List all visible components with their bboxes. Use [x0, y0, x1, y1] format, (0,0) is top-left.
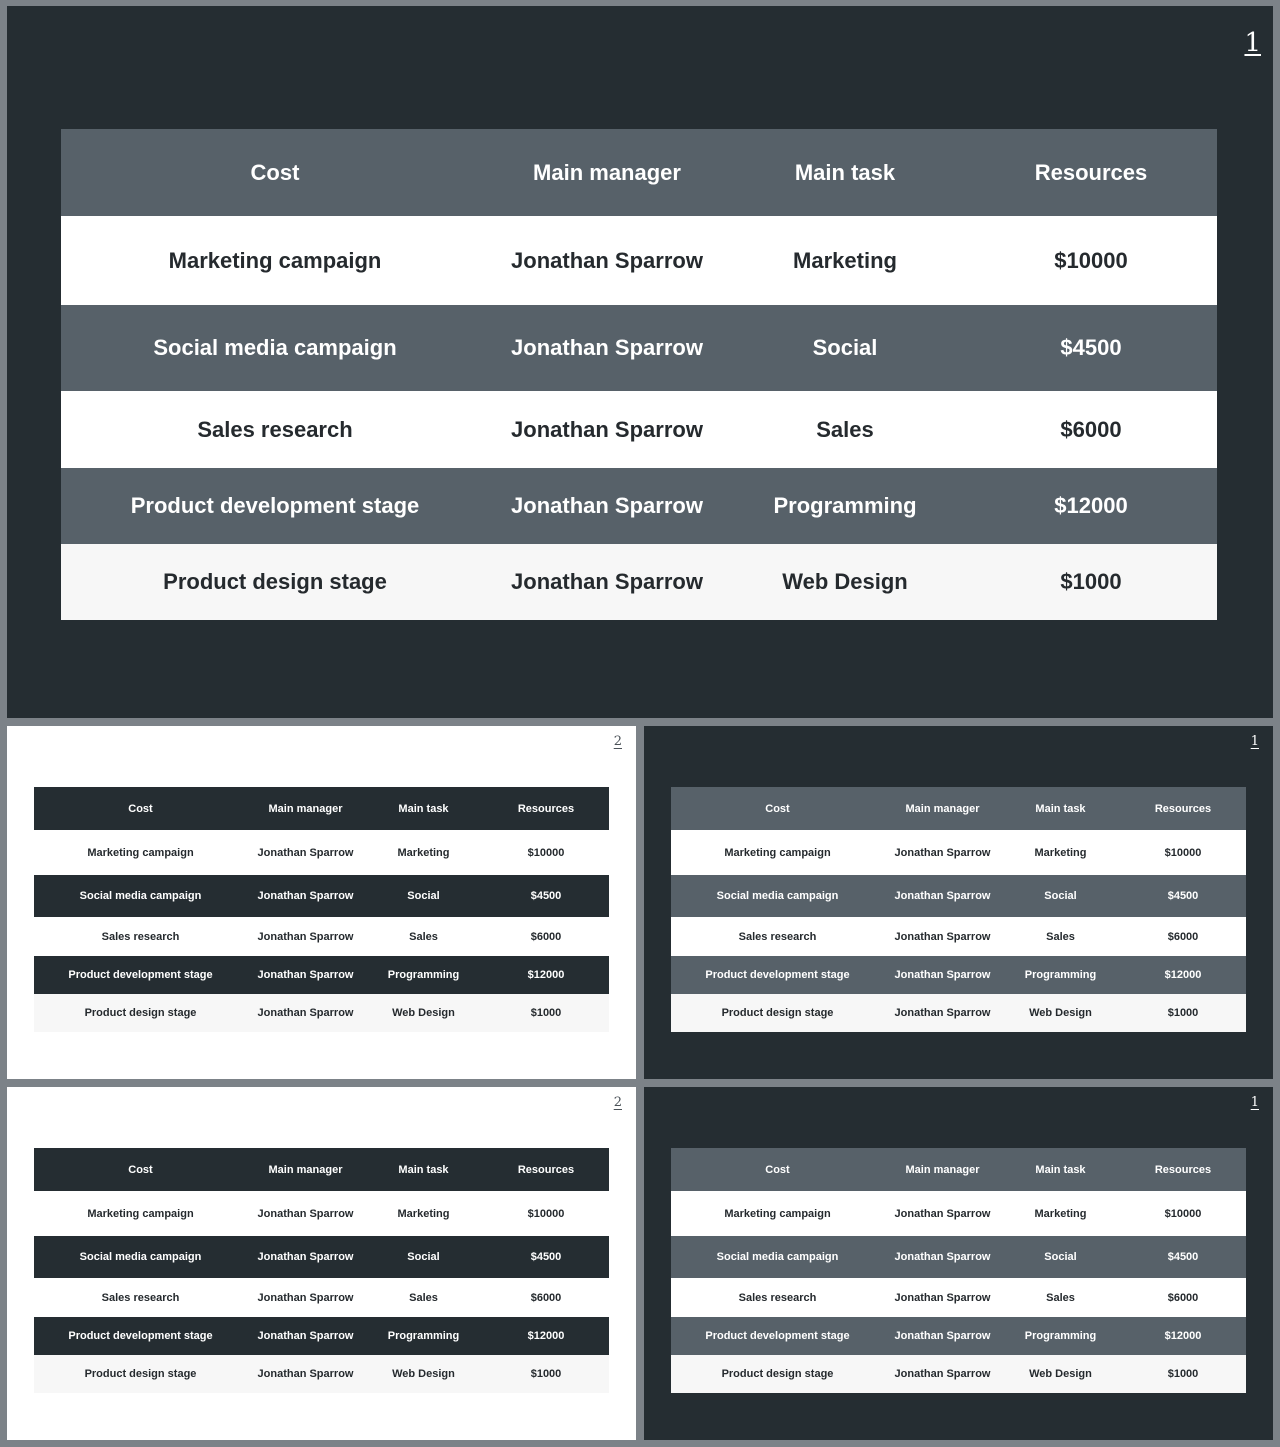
- table-header-row: [34, 787, 609, 830]
- column-header: Main task: [1035, 802, 1086, 815]
- table-row: [34, 1355, 609, 1393]
- cost-table: [671, 787, 1246, 1032]
- slide-page-number: 2: [613, 734, 622, 749]
- table-cell: Jonathan Sparrow: [257, 890, 354, 902]
- table-cell: Marketing: [397, 846, 450, 859]
- table-row: [34, 1317, 609, 1355]
- table-cell: Product design stage: [84, 1368, 197, 1380]
- table-row: [671, 1278, 1246, 1317]
- table-cell: Sales research: [738, 1291, 817, 1304]
- table-cell: Jonathan Sparrow: [511, 416, 703, 442]
- table-row: [34, 917, 609, 956]
- column-header: Main task: [794, 159, 896, 185]
- table-cell: Marketing: [1034, 1207, 1087, 1220]
- table-cell: $6000: [530, 930, 562, 943]
- table-cell: Marketing: [397, 1207, 450, 1220]
- table-cell: Web Design: [782, 569, 908, 594]
- table-cell: Web Design: [1029, 1368, 1092, 1380]
- table-cell: Social: [407, 1251, 440, 1263]
- table-row: [671, 1355, 1246, 1393]
- table-cell: $6000: [1167, 1291, 1199, 1304]
- table-cell: Sales: [409, 1291, 438, 1304]
- table-header-row: [671, 1148, 1246, 1191]
- table-cell: Marketing campaign: [168, 247, 382, 273]
- table-cell: Product development stage: [68, 1330, 213, 1342]
- table-cell: Web Design: [392, 1368, 455, 1380]
- table-cell: Marketing: [793, 247, 897, 273]
- column-header: Resources: [1154, 1163, 1212, 1176]
- table-cell: Jonathan Sparrow: [511, 569, 703, 594]
- column-header: Main task: [398, 1163, 449, 1176]
- table-cell: Social: [812, 335, 878, 360]
- table-row: [671, 1191, 1246, 1236]
- cost-table: [34, 787, 609, 1032]
- column-header: Main manager: [268, 1163, 343, 1176]
- table-cell: Jonathan Sparrow: [894, 969, 991, 981]
- table-cell: $6000: [530, 1291, 562, 1304]
- column-header: Resources: [517, 1163, 575, 1176]
- table-cell: Jonathan Sparrow: [257, 1368, 354, 1380]
- cost-table: [671, 1148, 1246, 1393]
- column-header: Resources: [1154, 802, 1212, 815]
- table-cell: Sales research: [101, 930, 180, 943]
- slide-thumbnail-1a[interactable]: [644, 726, 1273, 1079]
- table-row: [61, 305, 1217, 391]
- table-cell: Product design stage: [721, 1368, 834, 1380]
- table-cell: $10000: [527, 1207, 565, 1220]
- table-cell: $4500: [530, 1251, 562, 1263]
- table-row: [671, 1236, 1246, 1278]
- column-header: Resources: [1034, 159, 1148, 185]
- column-header: Resources: [517, 802, 575, 815]
- table-cell: Social media campaign: [79, 890, 202, 902]
- table-cell: Jonathan Sparrow: [894, 1368, 991, 1380]
- table-cell: Jonathan Sparrow: [257, 846, 354, 859]
- table-cell: $1000: [530, 1368, 562, 1380]
- column-header: Cost: [765, 802, 790, 815]
- table-cell: $10000: [1164, 846, 1202, 859]
- table-cell: Marketing campaign: [724, 846, 831, 859]
- table-cell: Web Design: [1029, 1007, 1092, 1019]
- table-cell: Sales: [816, 416, 874, 442]
- column-header: Main task: [1035, 1163, 1086, 1176]
- slide-page-number: 1: [1250, 734, 1259, 749]
- table-row: [671, 1317, 1246, 1355]
- table-cell: Marketing: [1034, 846, 1087, 859]
- table-row: [34, 1236, 609, 1278]
- table-cell: $6000: [1167, 930, 1199, 943]
- table-row: [34, 875, 609, 917]
- table-cell: Jonathan Sparrow: [894, 890, 991, 902]
- table-cell: $4500: [1167, 890, 1199, 902]
- table-cell: Sales research: [738, 930, 817, 943]
- table-cell: Jonathan Sparrow: [257, 969, 354, 981]
- slide-thumbnail-2b[interactable]: [7, 1087, 636, 1440]
- table-cell: Jonathan Sparrow: [894, 930, 991, 943]
- main-slide: [7, 6, 1273, 718]
- table-cell: Social media campaign: [79, 1251, 202, 1263]
- table-row: [34, 994, 609, 1032]
- table-row: [61, 216, 1217, 305]
- table-cell: Jonathan Sparrow: [257, 1207, 354, 1220]
- table-cell: Product design stage: [721, 1007, 834, 1019]
- column-header: Main manager: [533, 159, 681, 185]
- column-header: Cost: [250, 159, 300, 185]
- cost-table: [34, 1148, 609, 1393]
- table-cell: Jonathan Sparrow: [257, 1291, 354, 1304]
- cost-table: [61, 129, 1217, 620]
- table-cell: Sales research: [197, 416, 353, 442]
- table-cell: $10000: [527, 846, 565, 859]
- table-cell: Jonathan Sparrow: [894, 1007, 991, 1019]
- table-cell: Programming: [1024, 1330, 1097, 1342]
- table-cell: Jonathan Sparrow: [894, 1291, 991, 1304]
- table-cell: Marketing campaign: [724, 1207, 831, 1220]
- column-header: Main task: [398, 802, 449, 815]
- table-cell: $1000: [530, 1007, 562, 1019]
- column-header: Cost: [765, 1163, 790, 1176]
- slide-page-number: 1: [1250, 1095, 1259, 1110]
- slide-thumbnail-1b[interactable]: [644, 1087, 1273, 1440]
- table-header-row: [34, 1148, 609, 1191]
- table-cell: Jonathan Sparrow: [511, 335, 703, 360]
- table-cell: Sales: [1046, 930, 1075, 943]
- table-cell: Social: [407, 890, 440, 902]
- table-cell: Programming: [1024, 969, 1097, 981]
- table-cell: $12000: [1054, 493, 1128, 518]
- table-cell: Jonathan Sparrow: [257, 930, 354, 943]
- table-cell: $12000: [527, 1330, 565, 1342]
- table-row: [34, 1191, 609, 1236]
- table-row: [671, 830, 1246, 875]
- slide-page-number: 1: [1244, 28, 1261, 58]
- table-cell: $1000: [1167, 1007, 1199, 1019]
- table-cell: Social media campaign: [716, 890, 839, 902]
- table-row: [671, 956, 1246, 994]
- column-header: Cost: [128, 802, 153, 815]
- slide-thumbnail-2a[interactable]: [7, 726, 636, 1079]
- table-row: [671, 917, 1246, 956]
- table-cell: $10000: [1054, 247, 1128, 273]
- table-cell: Jonathan Sparrow: [894, 846, 991, 859]
- table-cell: Sales research: [101, 1291, 180, 1304]
- table-cell: Sales: [1046, 1291, 1075, 1304]
- table-cell: Web Design: [392, 1007, 455, 1019]
- table-cell: Jonathan Sparrow: [511, 247, 703, 273]
- table-cell: Product development stage: [68, 969, 213, 981]
- table-row: [34, 956, 609, 994]
- table-cell: Jonathan Sparrow: [511, 493, 703, 518]
- table-cell: Jonathan Sparrow: [257, 1007, 354, 1019]
- table-cell: Social media campaign: [716, 1251, 839, 1263]
- table-cell: $12000: [1164, 969, 1202, 981]
- table-cell: Marketing campaign: [87, 846, 194, 859]
- table-cell: Programming: [773, 493, 917, 518]
- slide-page-number: 2: [613, 1095, 622, 1110]
- table-cell: Jonathan Sparrow: [894, 1207, 991, 1220]
- table-header-row: [61, 129, 1217, 216]
- table-cell: Programming: [387, 969, 460, 981]
- table-row: [671, 875, 1246, 917]
- table-cell: Jonathan Sparrow: [894, 1330, 991, 1342]
- column-header: Cost: [128, 1163, 153, 1176]
- table-cell: Social: [1044, 1251, 1077, 1263]
- table-cell: $4500: [1060, 335, 1122, 360]
- table-cell: Product development stage: [130, 493, 420, 518]
- table-row: [671, 994, 1246, 1032]
- table-cell: Product design stage: [84, 1007, 197, 1019]
- table-cell: Product development stage: [705, 1330, 850, 1342]
- table-row: [61, 468, 1217, 544]
- table-row: [34, 830, 609, 875]
- table-row: [34, 1278, 609, 1317]
- table-row: [61, 391, 1217, 468]
- table-cell: Sales: [409, 930, 438, 943]
- table-cell: $12000: [1164, 1330, 1202, 1342]
- column-header: Main manager: [905, 802, 980, 815]
- table-cell: $12000: [527, 969, 565, 981]
- table-cell: $4500: [530, 890, 562, 902]
- table-row: [61, 544, 1217, 620]
- table-cell: Product design stage: [163, 569, 387, 594]
- table-cell: Product development stage: [705, 969, 850, 981]
- table-cell: Jonathan Sparrow: [257, 1251, 354, 1263]
- table-cell: Marketing campaign: [87, 1207, 194, 1220]
- column-header: Main manager: [905, 1163, 980, 1176]
- table-cell: Programming: [387, 1330, 460, 1342]
- table-cell: $4500: [1167, 1251, 1199, 1263]
- table-cell: $10000: [1164, 1207, 1202, 1220]
- table-cell: Jonathan Sparrow: [257, 1330, 354, 1342]
- table-cell: $6000: [1060, 416, 1122, 442]
- table-cell: $1000: [1167, 1368, 1199, 1380]
- table-header-row: [671, 787, 1246, 830]
- table-cell: Social media campaign: [153, 335, 397, 360]
- table-cell: $1000: [1060, 569, 1122, 594]
- table-cell: Social: [1044, 890, 1077, 902]
- table-cell: Jonathan Sparrow: [894, 1251, 991, 1263]
- column-header: Main manager: [268, 802, 343, 815]
